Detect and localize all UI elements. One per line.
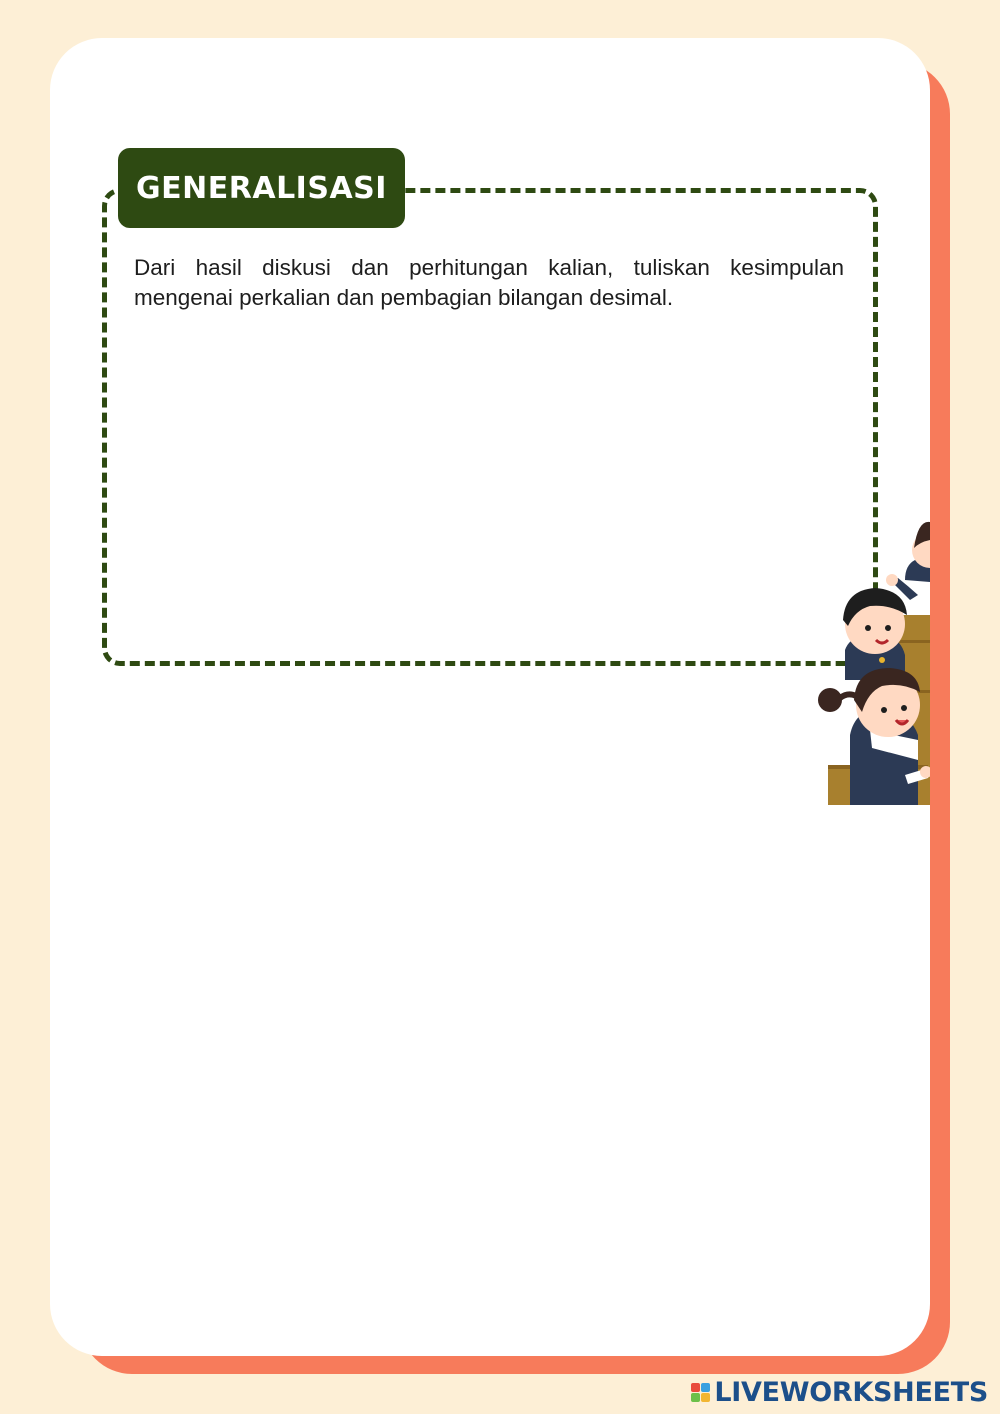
liveworksheets-watermark	[691, 1377, 988, 1408]
section-title: GENERALISASI	[118, 148, 405, 228]
students-illustration	[810, 520, 930, 810]
liveworksheets-logo-icon	[691, 1383, 710, 1402]
instruction-text: Dari hasil diskusi dan perhitungan kalian, tuliskan kesimpulan mengenai perkalian dan pembagian bilangan desimal.	[134, 255, 844, 310]
watermark-text: LIVEWORKSHEETS	[714, 1377, 988, 1408]
